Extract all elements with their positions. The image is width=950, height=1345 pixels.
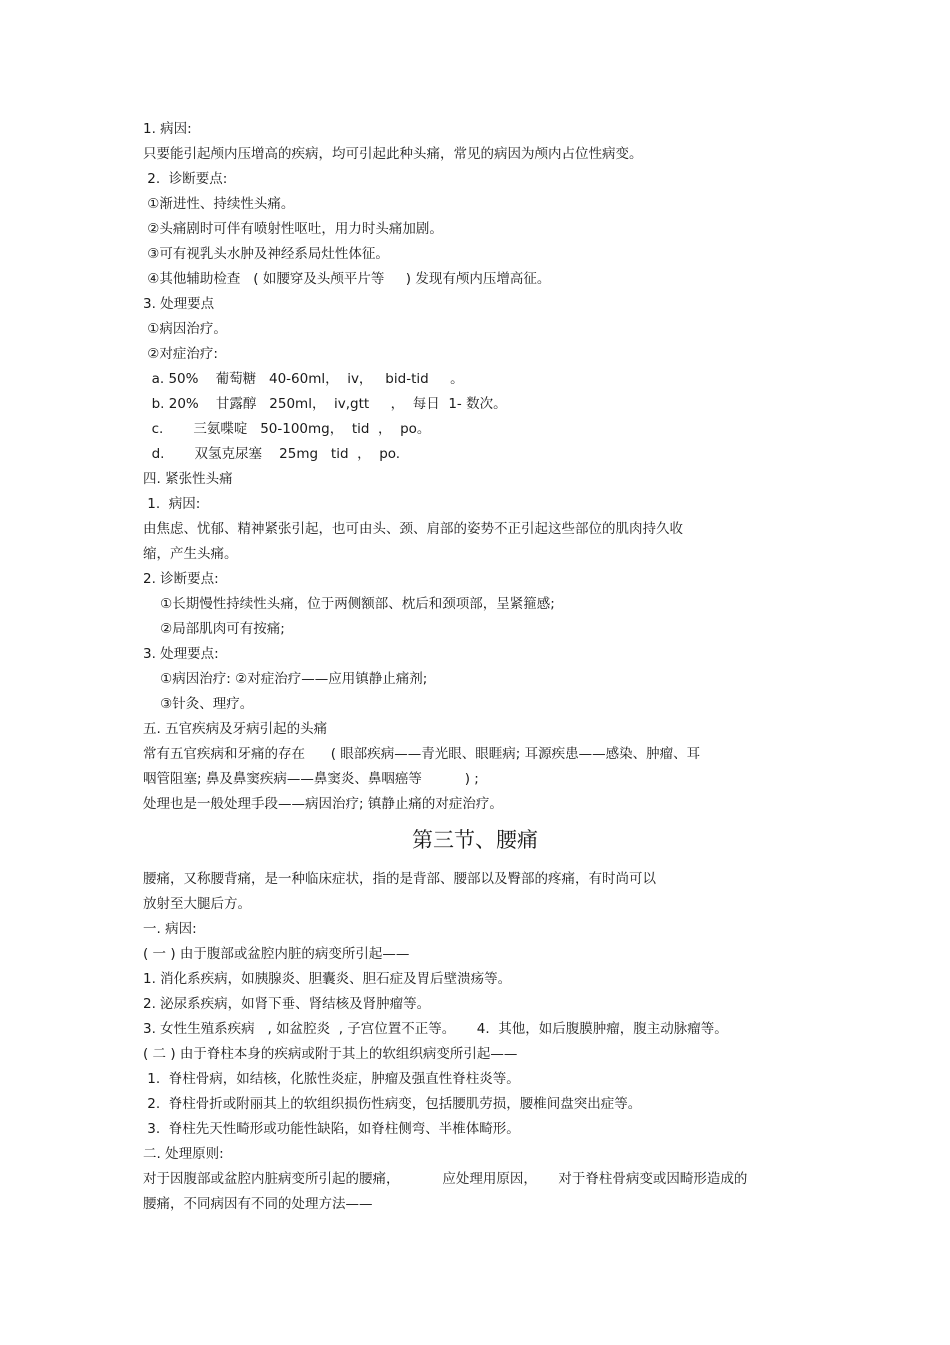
text-line: 2. 诊断要点: xyxy=(143,171,228,187)
text-line: ②对症治疗: xyxy=(143,346,218,362)
text-line: 由焦虑、忧郁、精神紧张引起，也可由头、颈、肩部的姿势不正引起这些部位的肌肉持久收 xyxy=(143,521,683,537)
text-line: 1. 病因: xyxy=(143,496,201,512)
text-line: 1. 病因: xyxy=(143,121,192,137)
text-line: 3. 脊柱先天性畸形或功能性缺陷，如脊柱侧弯、半椎体畸形。 xyxy=(143,1121,520,1137)
text-line: 腰痛，又称腰背痛，是一种临床症状，指的是背部、腰部以及臀部的疼痛，有时尚可以 xyxy=(143,871,656,887)
section-title: 第三节、腰痛 xyxy=(412,828,538,852)
text-line: c. 三氨喋啶 50-100mg， tid ， po。 xyxy=(143,421,431,437)
text-line: ③可有视乳头水肿及神经系局灶性体征。 xyxy=(143,246,389,262)
text-line: d. 双氢克尿塞 25mg tid ， po. xyxy=(143,446,401,462)
text-line: 五. 五官疾病及牙病引起的头痛 xyxy=(143,721,328,737)
text-line: 放射至大腿后方。 xyxy=(143,896,251,912)
text-line: 一. 病因: xyxy=(143,921,197,937)
text-line: 3. 处理要点 xyxy=(143,296,215,312)
text-line: 缩，产生头痛。 xyxy=(143,546,238,562)
text-line: a. 50% 葡萄糖 40-60ml， iv， bid-tid 。 xyxy=(143,371,464,387)
text-line: 2. 脊柱骨折或附丽其上的软组织损伤性病变，包括腰肌劳损，腰椎间盘突出症等。 xyxy=(143,1096,642,1112)
text-line: 四. 紧张性头痛 xyxy=(143,471,233,487)
text-line: ①长期慢性持续性头痛，位于两侧额部、枕后和颈项部，呈紧箍感; xyxy=(143,596,555,612)
text-line: 3. 处理要点: xyxy=(143,646,219,662)
text-line: ③针灸、理疗。 xyxy=(143,696,254,712)
text-line: ①病因治疗: ②对症治疗——应用镇静止痛剂; xyxy=(143,671,428,687)
text-line: 咽管阻塞; 鼻及鼻窦疾病——鼻窦炎、鼻咽癌等 ) ; xyxy=(143,771,479,787)
text-line: 3. 女性生殖系疾病 , 如盆腔炎 , 子宫位置不正等。 4. 其他，如后腹膜肿瘤，腹主动脉瘤等。 xyxy=(143,1021,728,1037)
text-line: 2. 诊断要点: xyxy=(143,571,219,587)
text-line: ②头痛剧时可伴有喷射性呕吐，用力时头痛加剧。 xyxy=(143,221,443,237)
text-line: 1. 消化系疾病，如胰腺炎、胆囊炎、胆石症及胃后壁溃疡等。 xyxy=(143,971,512,987)
text-line: 二. 处理原则: xyxy=(143,1146,224,1162)
text-line: 只要能引起颅内压增高的疾病，均可引起此种头痛，常见的病因为颅内占位性病变。 xyxy=(143,146,643,162)
text-line: 常有五官疾病和牙痛的存在 ( 眼部疾病——青光眼、眼睚病; 耳源疾患——感染、肿瘤、耳 xyxy=(143,746,701,762)
text-line: ( 一 ) 由于腹部或盆腔内脏的病变所引起—— xyxy=(143,946,410,962)
text-line: 腰痛，不同病因有不同的处理方法—— xyxy=(143,1196,373,1212)
text-line: 1. 脊柱骨病，如结核，化脓性炎症，肿瘤及强直性脊柱炎等。 xyxy=(143,1071,520,1087)
text-line: b. 20% 甘露醇 250ml， iv,gtt ， 每日 1- 数次。 xyxy=(143,396,507,412)
text-line: ①渐进性、持续性头痛。 xyxy=(143,196,295,212)
text-line: 处理也是一般处理手段——病因治疗; 镇静止痛的对症治疗。 xyxy=(143,796,503,812)
text-line: ( 二 ) 由于脊柱本身的疾病或附于其上的软组织病变所引起—— xyxy=(143,1046,518,1062)
text-line: ①病因治疗。 xyxy=(143,321,227,337)
text-line: 2. 泌尿系疾病，如肾下垂、肾结核及肾肿瘤等。 xyxy=(143,996,431,1012)
text-line: 对于因腹部或盆腔内脏病变所引起的腰痛， 应处理用原因， 对于脊柱骨病变或因畸形造成的 xyxy=(143,1171,748,1187)
text-line: ④其他辅助检查 ( 如腰穿及头颅平片等 ) 发现有颅内压增高征。 xyxy=(143,271,551,287)
text-line: ②局部肌肉可有按痛; xyxy=(143,621,285,637)
